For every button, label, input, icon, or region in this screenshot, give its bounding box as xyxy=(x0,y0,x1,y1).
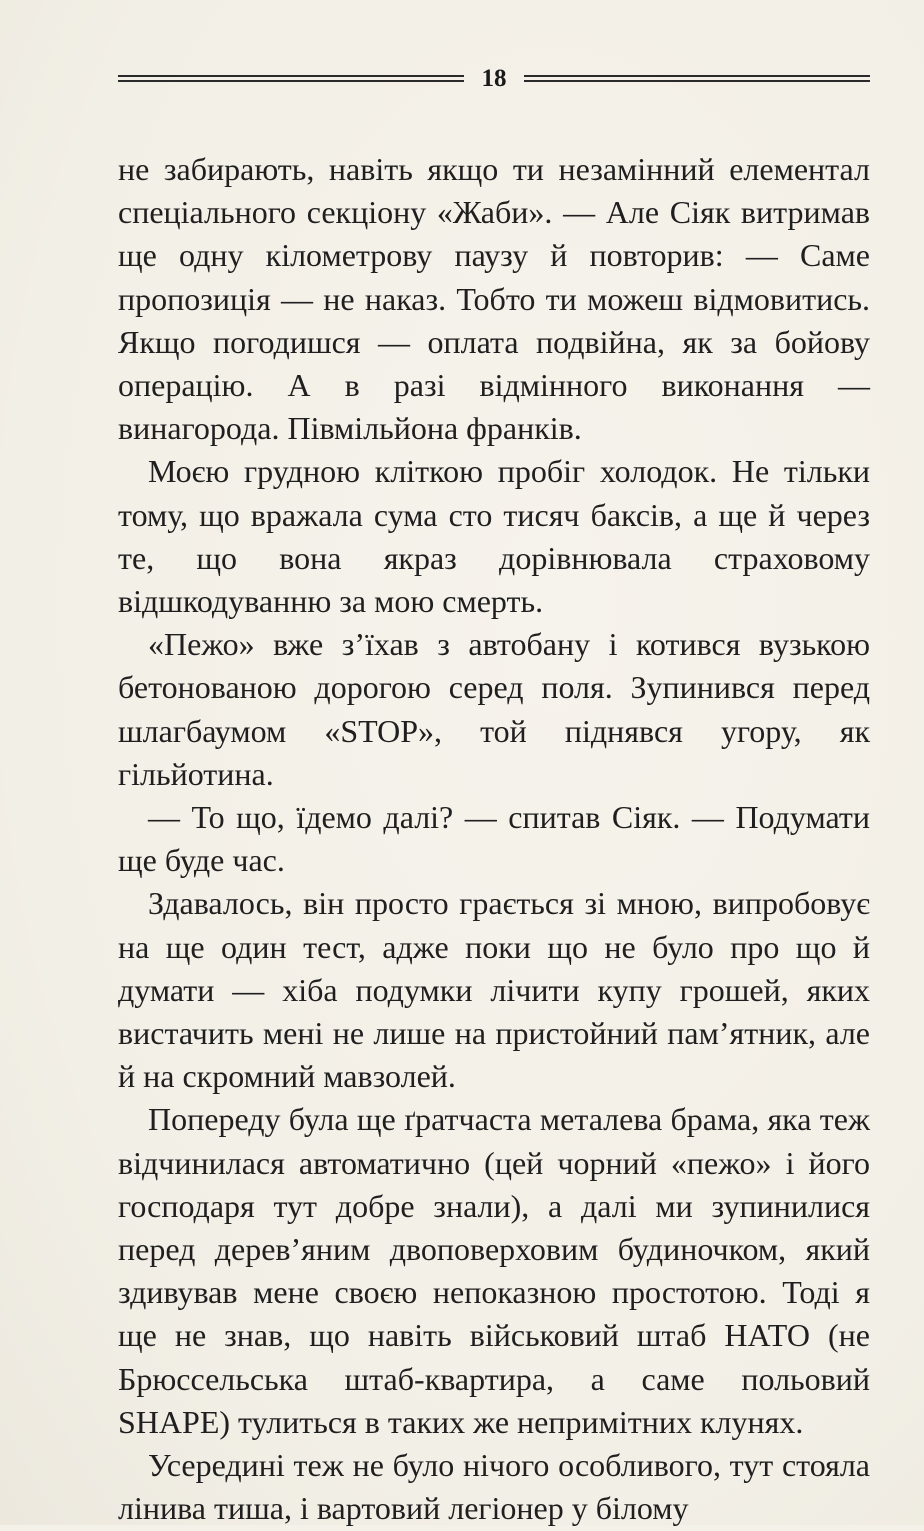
paragraph-5: Здавалось, він просто грається зі мною, випробовує на ще один тест, адже поки що не було про що й думати — хіба подумки лічити купу грошей, яких вистачить мені не лише на пристойний пам’ятник, але й на скромний мавзолей. xyxy=(118,885,870,1095)
paragraph-1: не забирають, навіть якщо ти незамінний елементал спеціального секціону «Жаби». — Але Сіяк витримав ще одну кілометрову паузу й повторив: — Саме пропозиція — не наказ. Тобто ти можеш відмовитись. Якщо погодишся — оплата подвійна, як за бойову операцію. А в разі відмінного виконання — винагорода. Півмільйона франків. xyxy=(118,151,870,447)
paragraph-7: Усередині теж не було нічого особливого, тут стояла лінива тиша, і вартовий легіонер у білому xyxy=(118,1447,870,1527)
paragraph-3: «Пежо» вже з’їхав з автобану і котився вузькою бетонованою дорогою серед поля. Зупинився перед шлагбаумом «STOP», той піднявся угору, як гільйотина. xyxy=(118,626,870,792)
page-header xyxy=(118,62,870,98)
page-number: 18 xyxy=(481,65,507,92)
header-rule-left xyxy=(118,75,464,82)
paragraph-4: — То що, їдемо далі? — спитав Сіяк. — Подумати ще буде час. xyxy=(118,799,870,879)
paragraph-6: Попереду була ще ґратчаста металева брама, яка теж відчинилася автоматично (цей чорний «пежо» і його господаря тут добре знали), а далі ми зупинилися перед дерев’яним двоповерховим будиночком, який здивував мене своєю непоказною простотою. Тоді я ще не знав, що навіть військовий штаб НАТО (не Брюссельська штаб-квартира, а саме польовий SHAPE) тулиться в таких же непримітних клунях. xyxy=(118,1101,870,1440)
body-text xyxy=(118,148,870,1531)
paragraph-2: Моєю грудною кліткою пробіг холодок. Не тільки тому, що вражала сума сто тисяч баксів, а ще й через те, що вона якраз дорівнювала страховому відшкодуванню за мою смерть. xyxy=(118,453,870,620)
header-rule-right xyxy=(524,75,870,82)
